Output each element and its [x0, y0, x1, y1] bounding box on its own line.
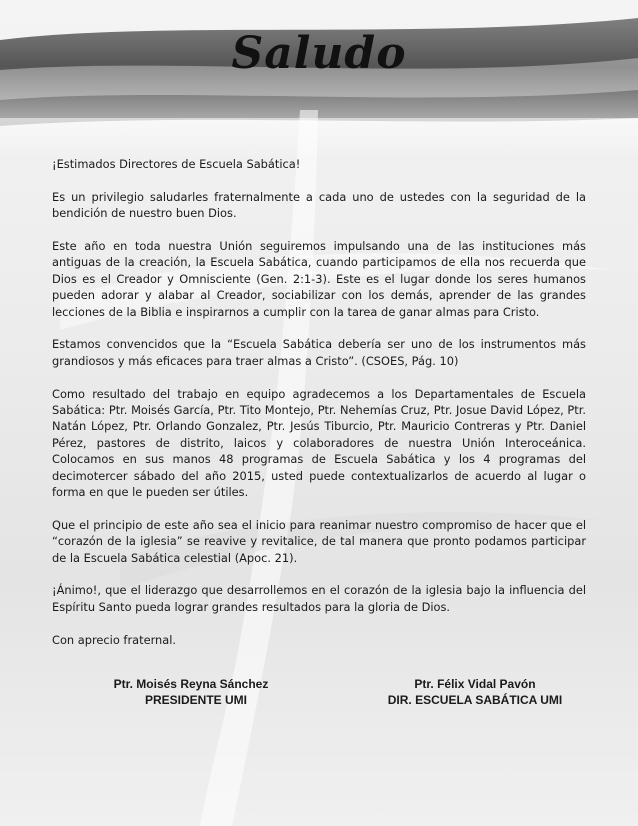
paragraph: Que el principio de este año sea el inicio para reanimar nuestro compromiso de hacer que el “corazón de la iglesia” se reavive y revitalice, de tal manera que pronto podamos participar de la Escuela Sabática celestial (Apoc. 21).: [52, 517, 586, 565]
paragraph: Es un privilegio saludarles fraternalmente a cada uno de ustedes con la seguridad de la bendición de nuestro buen Dios.: [52, 189, 586, 221]
signature-left: [86, 676, 296, 708]
paragraph: Estamos convencidos que la “Escuela Sabática debería ser uno de los instrumentos más grandiosos y más eficaces para traer almas a Cristo”. (CSOES, Pág. 10): [52, 337, 586, 368]
signer-role: DIR. ESCUELA SABÁTICA UMI: [387, 693, 563, 707]
salutation: ¡Estimados Directores de Escuela Sabática!: [52, 157, 301, 171]
signer-name: Ptr. Moisés Reyna Sánchez: [113, 677, 269, 691]
paragraph: Este año en toda nuestra Unión seguiremos impulsando una de las instituciones más antiguas de la creación, la Escuela Sabática, cuando participamos de ella nos recuerda que Dios es el Creador y Omnisciente (Gen. 2:1-3). Este es el lugar donde los seres humanos pueden adorar y alabar al Creador, sociabilizar con los demás, aprender de las grandes lecciones de la Biblia e inspirarnos a cumplir con la tarea de ganar almas para Cristo.: [52, 239, 586, 319]
paragraph: Como resultado del trabajo en equipo agradecemos a los Departamentales de Escuela Sabática: Ptr. Moisés García, Ptr. Tito Montejo, Ptr. Nehemías Cruz, Ptr. Josue David López, Ptr. Natán López, Ptr. Orlando Gonzalez, Ptr. Jesús Tiburcio, Ptr. Mauricio Contreras y Ptr. Daniel Pérez, pastores de distrito, laicos y colaboradores de nuestra Unión Interoceánica. Colocamos en sus manos 48 programas de Escuela Sabática y los 4 programas del decimotercer sábado del año 2015, usted puede contextualizarlos de acuerdo al lugar o forma en que le pueden ser útiles.: [52, 386, 586, 500]
letter-body: [52, 156, 586, 664]
signature-right: [360, 676, 590, 708]
closing: Con aprecio fraternal.: [52, 632, 177, 647]
paragraph: ¡Ánimo!, que el liderazgo que desarrollemos en el corazón de la iglesia bajo la influencia del Espíritu Santo pueda lograr grandes resultados para la gloria de Dios.: [52, 583, 586, 614]
signer-name: Ptr. Félix Vidal Pavón: [414, 677, 536, 691]
page-title: Saludo: [231, 28, 407, 79]
signer-role: PRESIDENTE UMI: [144, 693, 247, 707]
